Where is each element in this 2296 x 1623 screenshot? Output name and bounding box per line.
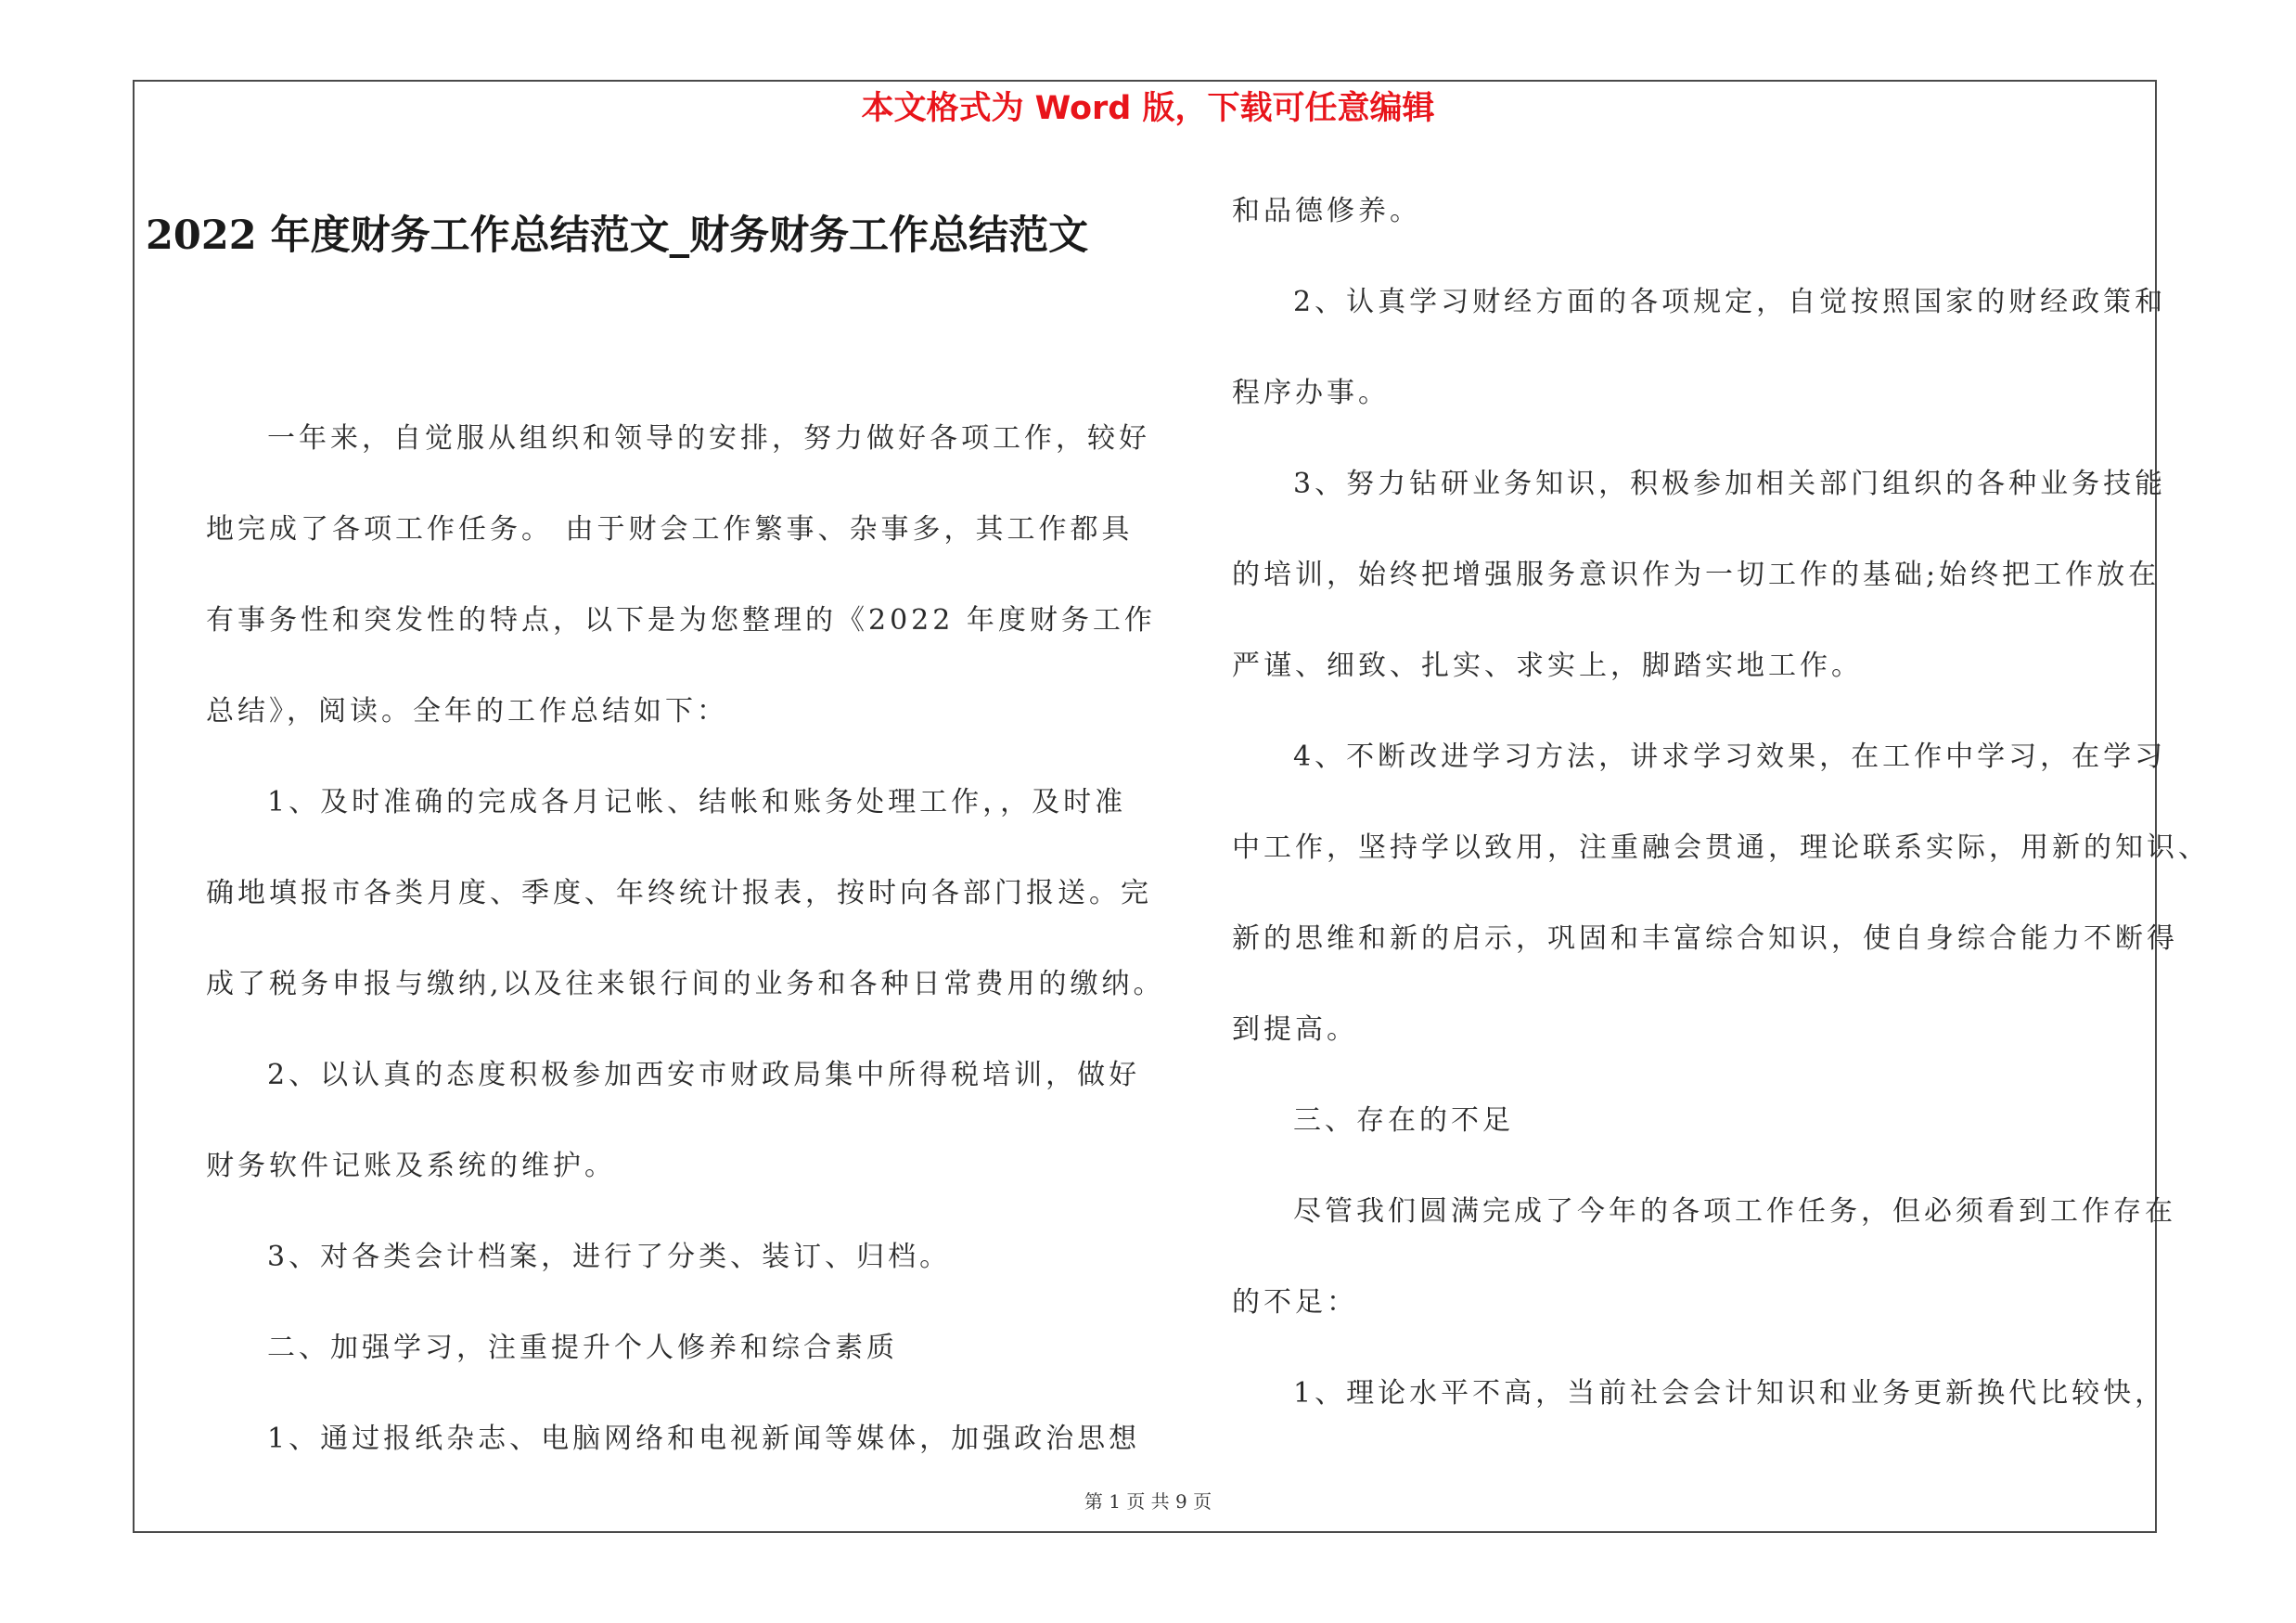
text-line: 尽管我们圆满完成了今年的各项工作任务，但必须看到工作存在 [1293, 1195, 2176, 1228]
text-line: 的培训，始终把增强服务意识作为一切工作的基础;始终把工作放在 [1232, 559, 2161, 591]
text-line: 新的思维和新的启示，巩固和丰富综合知识，使自身综合能力不断得 [1232, 922, 2178, 955]
text-line: 3、努力钻研业务知识，积极参加相关部门组织的各种业务技能 [1293, 468, 2167, 500]
text-line: 的不足： [1232, 1286, 1358, 1319]
text-line: 程序办事。 [1232, 377, 1390, 409]
section-heading: 三、存在的不足 [1293, 1104, 1514, 1137]
text-line: 严谨、细致、扎实、求实上，脚踏实地工作。 [1232, 650, 1863, 682]
text-line: 一年来，自觉服从组织和领导的安排，努力做好各项工作，较好 [267, 422, 1150, 455]
text-line: 总结》，阅读。全年的工作总结如下： [206, 695, 728, 728]
text-line: 中工作，坚持学以致用，注重融会贯通，理论联系实际，用新的知识、 [1232, 831, 2210, 864]
text-line: 1、理论水平不高，当前社会会计知识和业务更新换代比较快， [1293, 1377, 2167, 1410]
text-line: 和品德修养。 [1232, 195, 1421, 227]
document-title: 2022 年度财务工作总结范文_财务财务工作总结范文 [146, 213, 1089, 259]
text-line: 3、对各类会计档案，进行了分类、装订、归档。 [267, 1241, 952, 1273]
text-line: 2、认真学习财经方面的各项规定，自觉按照国家的财经政策和 [1293, 286, 2167, 318]
text-line: 财务软件记账及系统的维护。 [206, 1150, 616, 1182]
text-line: 4、不断改进学习方法，讲求学习效果，在工作中学习，在学习 [1293, 741, 2167, 773]
text-line: 到提高。 [1232, 1013, 1358, 1046]
text-line: 有事务性和突发性的特点，以下是为您整理的《2022 年度财务工作 [206, 604, 1156, 637]
section-heading: 二、加强学习，注重提升个人修养和综合素质 [267, 1332, 898, 1364]
text-line: 成了税务申报与缴纳,以及往来银行间的业务和各种日常费用的缴纳。 [206, 968, 1165, 1000]
text-line: 确地填报市各类月度、季度、年终统计报表，按时向各部门报送。完 [206, 877, 1152, 909]
text-line: 1、及时准确的完成各月记帐、结帐和账务处理工作，，及时准 [267, 786, 1127, 818]
text-line: 地完成了各项工作任务。 由于财会工作繁事、杂事多，其工作都具 [206, 513, 1134, 546]
word-format-banner: 本文格式为 Word 版，下载可任意编辑 [861, 90, 1435, 127]
text-line: 2、以认真的态度积极参加西安市财政局集中所得税培训，做好 [267, 1059, 1141, 1091]
page-number-footer: 第 1 页 共 9 页 [1084, 1490, 1212, 1513]
text-line: 1、通过报纸杂志、电脑网络和电视新闻等媒体，加强政治思想 [267, 1423, 1141, 1455]
